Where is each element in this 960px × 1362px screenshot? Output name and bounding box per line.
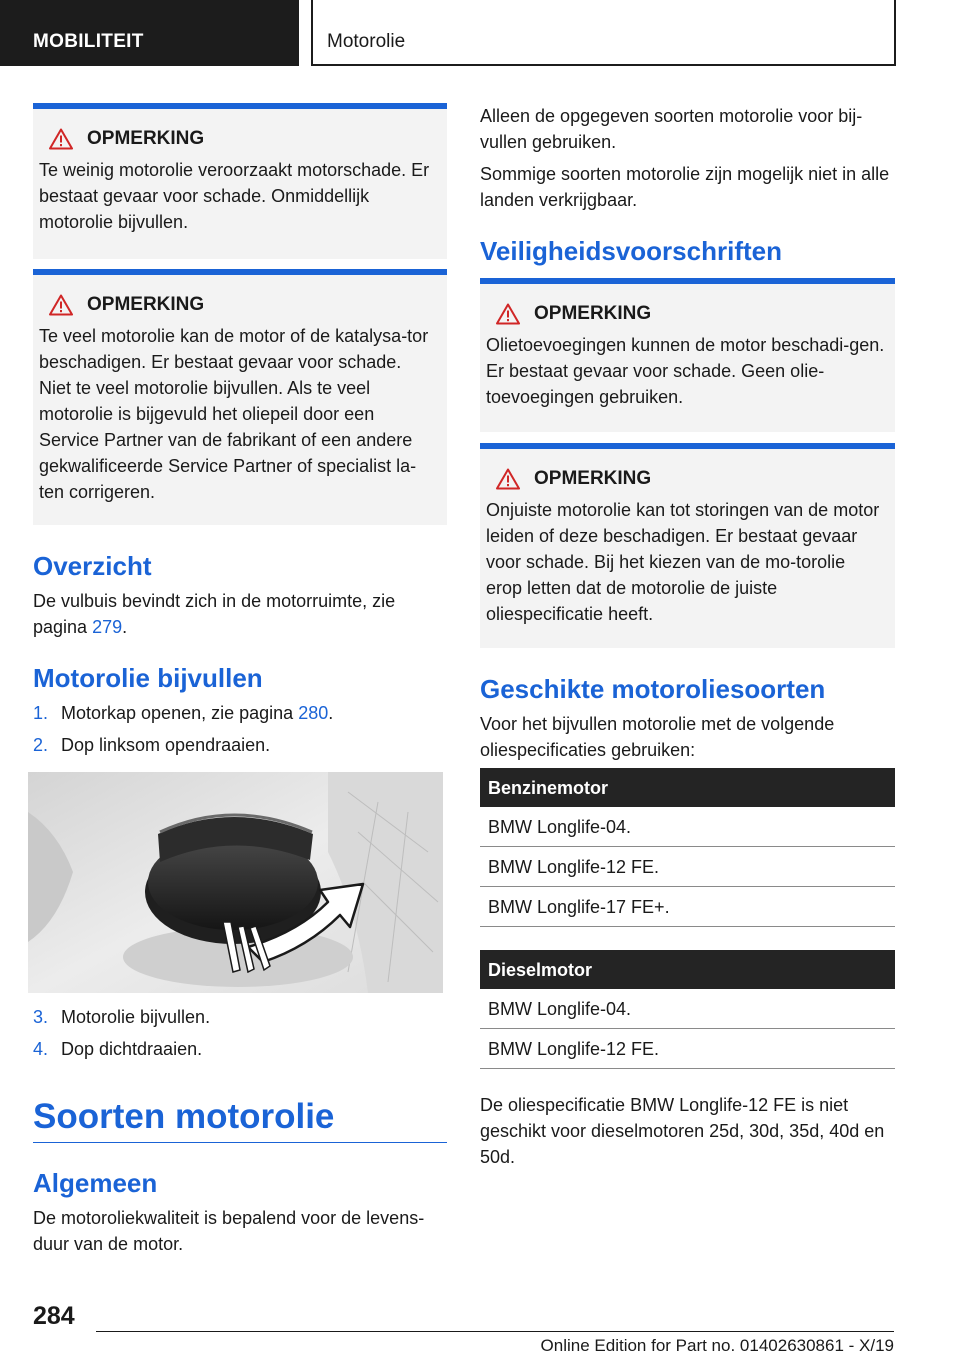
section-title: MOBILITEIT [33,31,144,52]
diesel-table [480,950,895,1069]
list-item: 3. Motorolie bijvullen. [33,1007,211,1027]
heading-divider [33,1142,447,1143]
page-number: 284 [33,1302,75,1330]
warning-icon [49,294,73,316]
note-title: OPMERKING [87,294,205,315]
suitable-text: Voor het bijvullen motorolie met de volgende oliespecificaties gebruiken: [480,714,835,760]
warning-note [33,269,447,525]
suitable-heading: Geschikte motoroliesoorten [480,674,826,704]
note-title: OPMERKING [87,128,205,149]
list-item: 4. Dop dichtdraaien. [33,1039,203,1059]
topic-tab [311,0,896,66]
diesel-note: De oliespecificatie BMW Longlife-12 FE is niet geschikt voor dieselmotoren 25d, 30d, 35d, 40d en 50d. [480,1095,885,1167]
table-header: Benzinemotor [480,768,895,807]
page-link[interactable]: 279 [92,617,123,637]
warning-note [480,443,895,648]
overview-text: De vulbuis bevindt zich in de motorruimte, zie pagina 279. [33,591,396,637]
list-item: 1. Motorkap openen, zie pagina 280. [33,703,334,723]
table-row: BMW Longlife-04. [480,989,895,1029]
warning-icon [49,128,73,150]
note-title: OPMERKING [534,468,652,489]
note-text: Onjuiste motorolie kan tot storingen van de motor leiden of deze beschadigen. Er bestaat gevaar voor schade. Bij het kiezen van de mo-torolie erop letten dat de motorolie de juiste oliespecificatie heeft. [486,500,880,624]
warning-icon [496,303,520,325]
overview-heading: Overzicht [33,551,152,581]
intro-text: Sommige soorten motorolie zijn mogelijk niet in alle landen verkrijgbaar. [480,164,890,210]
table-header: Dieselmotor [480,950,895,989]
section-heading: Soorten motorolie [33,1097,335,1136]
table-row: BMW Longlife-17 FE+. [480,887,895,927]
table-row: BMW Longlife-12 FE. [480,1029,895,1069]
section-tab [0,0,299,66]
note-text: Te weinig motorolie veroorzaakt motorschade. Er bestaat gevaar voor schade. Onmiddellijk motorolie bijvullen. [39,160,430,232]
warning-icon [496,468,520,490]
note-title: OPMERKING [534,303,652,324]
table-row: BMW Longlife-04. [480,807,895,847]
note-text: Te veel motorolie kan de motor of de katalysa-tor beschadigen. Er bestaat gevaar voor schade. Niet te veel motorolie bijvullen. Als te veel motorolie is bijgevuld het oliepeil door een Service Partner van de fabrikant of een andere gekwalificeerde Service Partner of specialist la-ten corrigeren. [39,326,429,502]
general-text: De motoroliekwaliteit is bepalend voor de levens-duur van de motor. [33,1208,425,1254]
warning-note [480,278,895,432]
table-row: BMW Longlife-12 FE. [480,847,895,887]
footer-divider [96,1331,894,1332]
general-heading: Algemeen [33,1168,158,1198]
page-link[interactable]: 280 [298,703,329,723]
oil-cap-illustration [28,772,443,993]
topic-title: Motorolie [327,31,406,52]
refill-heading: Motorolie bijvullen [33,663,263,693]
petrol-table [480,768,895,927]
safety-heading: Veiligheidsvoorschriften [480,236,782,266]
warning-note [33,103,447,259]
note-text: Olietoevoegingen kunnen de motor beschadi-gen. Er bestaat gevaar voor schade. Geen olie-toevoegingen gebruiken. [486,335,885,407]
edition-text: Online Edition for Part no. 01402630861 - X/19 [540,1336,894,1355]
intro-text: Alleen de opgegeven soorten motorolie voor bij-vullen gebruiken. [480,106,863,152]
list-item: 2. Dop linksom opendraaien. [33,735,271,755]
